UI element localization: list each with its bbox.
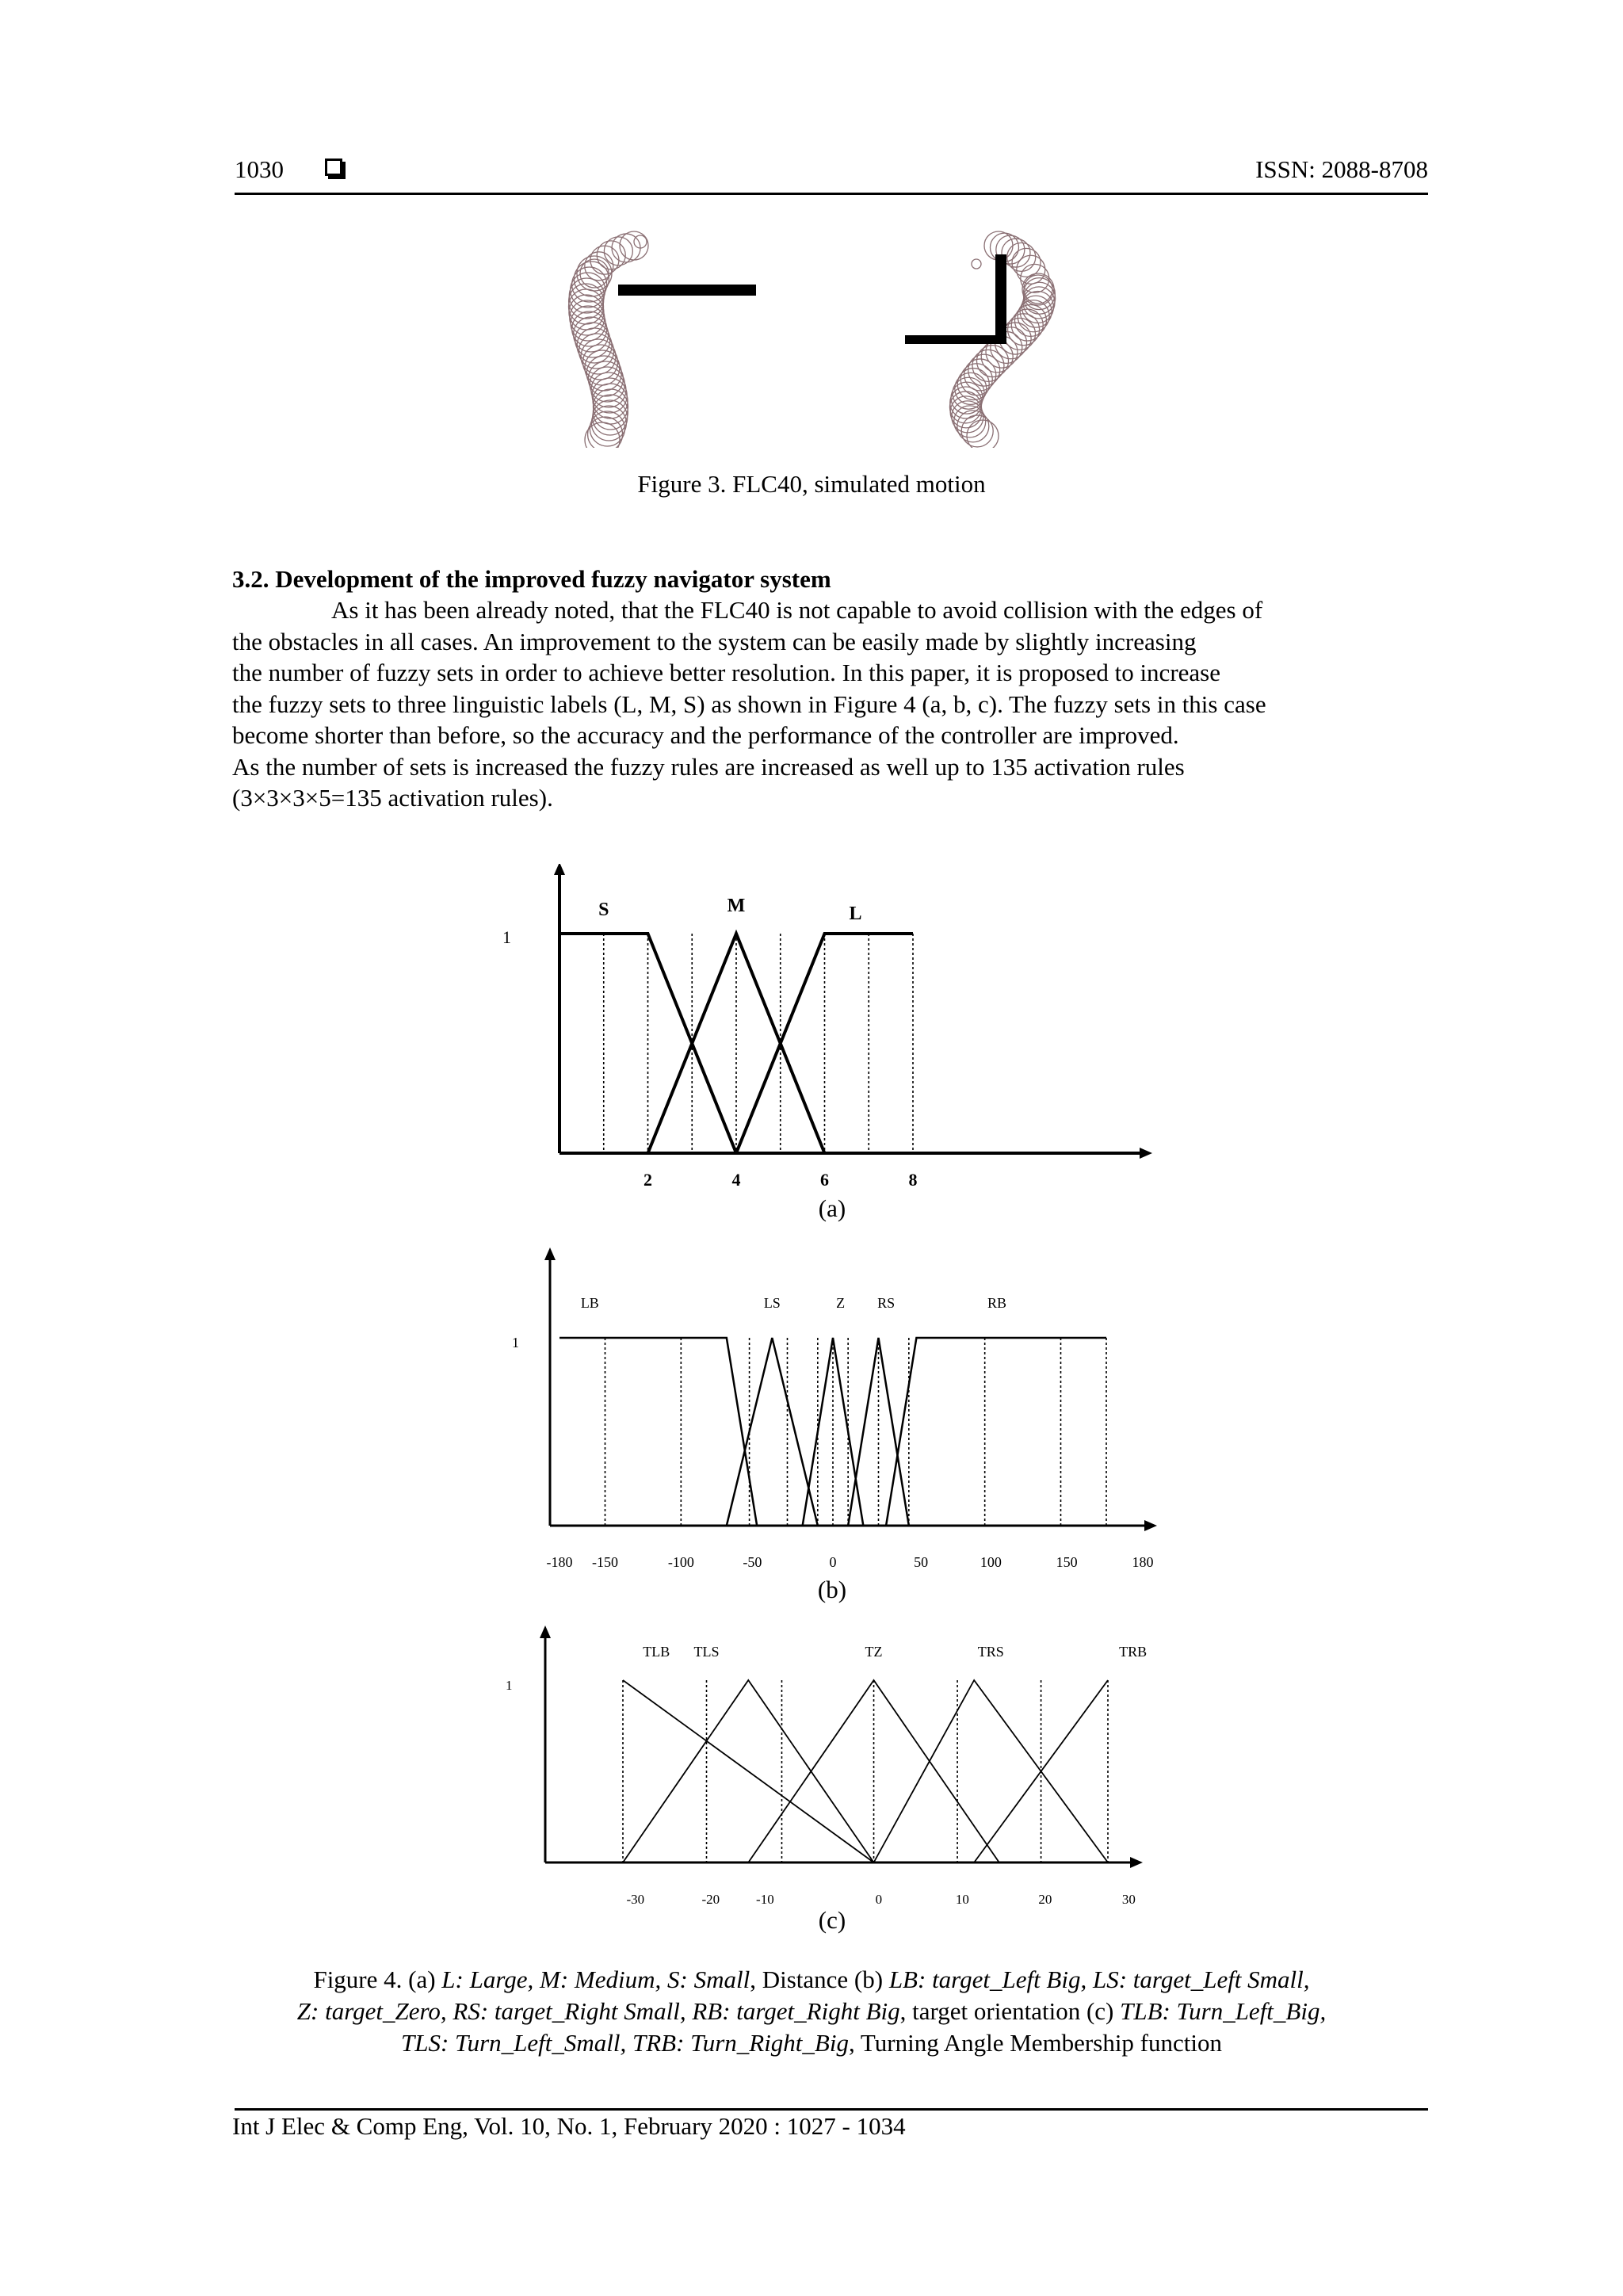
- x-tick-label: 2: [643, 1170, 652, 1190]
- caption-italic-text: TLS: Turn_Left_Small, TRB: Turn_Right_Big: [400, 2029, 849, 2057]
- y-tick-label: 1: [512, 1335, 519, 1350]
- y-tick-label: 1: [506, 1678, 513, 1693]
- x-tick-label: 10: [955, 1892, 969, 1907]
- membership-line-trs: [874, 1680, 1108, 1862]
- caption-line: [0, 1964, 1623, 1996]
- caption-italic-text: TLB: Turn_Left_Big,: [1120, 1997, 1327, 2025]
- membership-line-lb: [559, 1338, 757, 1526]
- issn: ISSN: 2088-8708: [1255, 155, 1428, 183]
- chart-a-distance: [483, 864, 1165, 1213]
- chart-b-orientation: [483, 1244, 1165, 1585]
- page-number: 1030: [235, 155, 284, 183]
- panel-label-a: (a): [818, 1194, 846, 1222]
- body-line: As it has been already noted, that the FLC40 is not capable to avoid collision with the edges of: [331, 596, 1263, 624]
- x-tick-label: 4: [731, 1170, 741, 1190]
- x-axis-arrow: [1140, 1148, 1152, 1159]
- body-line: (3×3×3×5=135 activation rules).: [232, 784, 553, 812]
- left-obstacle: [618, 285, 756, 296]
- section-body: [232, 594, 1430, 814]
- series-label: TRB: [1119, 1644, 1148, 1660]
- y-tick-label: 1: [502, 927, 511, 947]
- panel-label-c: (c): [818, 1906, 846, 1934]
- square-bullet-icon: [325, 159, 342, 176]
- figure3-image: [547, 226, 1102, 448]
- series-label: S: [598, 900, 609, 920]
- x-tick-label: -50: [743, 1554, 762, 1570]
- x-tick-label: 150: [1056, 1554, 1078, 1570]
- membership-line-tlb: [623, 1680, 874, 1862]
- robot-target-circle: [972, 259, 981, 269]
- x-tick-label: 8: [908, 1170, 918, 1190]
- body-line: become shorter than before, so the accuracy and the performance of the controller are improved.: [232, 721, 1179, 749]
- series-label: Z: [836, 1295, 846, 1311]
- caption-line: [0, 2027, 1623, 2059]
- right-obstacle-horizontal: [905, 335, 1006, 344]
- series-label: LS: [763, 1295, 781, 1311]
- panel-label-b: (b): [817, 1576, 847, 1603]
- figure4-caption: [0, 1964, 1623, 2059]
- caption-text: , Turning Angle Membership function: [848, 2029, 1222, 2057]
- body-line: the number of fuzzy sets in order to achieve better resolution. In this paper, it is proposed to increase: [232, 659, 1220, 686]
- y-axis-arrow: [540, 1626, 551, 1638]
- footer-rule: [235, 2108, 1428, 2111]
- figure3-caption: Figure 3. FLC40, simulated motion: [637, 470, 986, 498]
- membership-line-rs: [848, 1338, 909, 1526]
- x-tick-label: -180: [546, 1554, 573, 1570]
- left-robot-path: [569, 231, 648, 448]
- series-label: TZ: [865, 1644, 883, 1660]
- caption-text: Figure 4. (a): [313, 1966, 442, 1993]
- header-rule: [235, 193, 1428, 195]
- x-tick-label: -30: [626, 1892, 645, 1907]
- chart-c-turning-angle: [483, 1625, 1165, 1910]
- body-line: the fuzzy sets to three linguistic labels (L, M, S) as shown in Figure 4 (a, b, c). The fuzzy sets in this case: [232, 690, 1266, 718]
- x-tick-label: -10: [756, 1892, 774, 1907]
- series-label: RB: [987, 1295, 1007, 1311]
- caption-italic-text: L: Large, M: Medium, S: Small: [441, 1966, 750, 1993]
- series-label: L: [849, 904, 862, 924]
- robot-position-circle: [967, 420, 999, 448]
- x-tick-label: 180: [1132, 1554, 1154, 1570]
- right-obstacle-vertical: [995, 254, 1006, 343]
- section-title: 3.2. Development of the improved fuzzy navigator system: [232, 565, 831, 593]
- x-tick-label: 30: [1121, 1892, 1136, 1907]
- x-tick-label: 0: [829, 1554, 837, 1570]
- caption-italic-text: Z: target_Zero, RS: target_Right Small, RB: target_Right Big: [296, 1997, 900, 2025]
- caption-line: [0, 1996, 1623, 2027]
- robot-position-circle: [1007, 243, 1036, 271]
- membership-line-rb: [886, 1338, 1106, 1526]
- body-line: the obstacles in all cases. An improvement to the system can be easily made by slightly increasing: [232, 627, 1197, 655]
- x-tick-label: 100: [980, 1554, 1002, 1570]
- x-tick-label: -150: [592, 1554, 618, 1570]
- series-label: TRS: [977, 1644, 1004, 1660]
- series-label: LB: [580, 1295, 599, 1311]
- x-tick-label: 50: [914, 1554, 929, 1570]
- series-label: RS: [877, 1295, 896, 1311]
- y-axis-arrow: [554, 864, 565, 875]
- x-axis-arrow: [1144, 1520, 1157, 1531]
- caption-italic-text: LB: target_Left Big, LS: target_Left Small,: [888, 1966, 1310, 1993]
- series-label: M: [727, 896, 746, 916]
- series-label: TLS: [693, 1644, 720, 1660]
- x-tick-label: -20: [701, 1892, 720, 1907]
- footer-citation: Int J Elec & Comp Eng, Vol. 10, No. 1, February 2020 : 1027 - 1034: [232, 2112, 906, 2140]
- x-tick-label: 0: [875, 1892, 883, 1907]
- x-axis-arrow: [1130, 1857, 1143, 1868]
- y-axis-arrow: [544, 1247, 556, 1260]
- x-tick-label: -100: [667, 1554, 694, 1570]
- caption-text: , Distance (b): [750, 1966, 889, 1993]
- x-tick-label: 6: [820, 1170, 829, 1190]
- x-tick-label: 20: [1038, 1892, 1052, 1907]
- series-label: TLB: [643, 1644, 670, 1660]
- membership-line-ls: [727, 1338, 818, 1526]
- body-line: As the number of sets is increased the fuzzy rules are increased as well up to 135 activation rules: [232, 752, 1185, 781]
- caption-text: , target orientation (c): [899, 1997, 1121, 2025]
